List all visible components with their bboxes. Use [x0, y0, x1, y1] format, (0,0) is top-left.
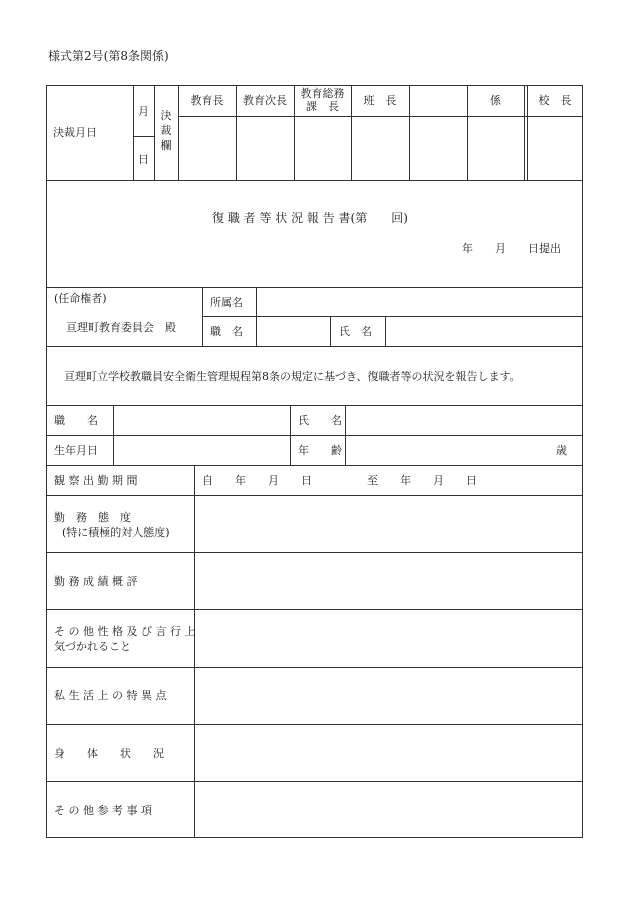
approver-team-lead: 班 長 [363, 94, 397, 107]
submission-date: 年 月 日提出 [462, 242, 561, 255]
affiliation-label: 所属名 [210, 296, 243, 309]
age-unit: 歳 [556, 444, 567, 457]
appointer-label: (任命権者) [54, 292, 107, 305]
approver-deputy: 教育次長 [243, 94, 287, 107]
age-label: 年 齢 [298, 444, 342, 457]
report-title: 復 職 者 等 状 況 報 告 書(第 回) [212, 211, 408, 225]
section-performance-label: 勤 務 成 績 概 評 [54, 575, 138, 588]
name-label: 氏 名 [298, 414, 342, 427]
approver-principal: 校 長 [538, 94, 572, 107]
observation-period-range: 自 年 月 日 至 年 月 日 [202, 474, 477, 487]
decision-column-label: 決 裁 欄 [160, 109, 172, 152]
statement: 亘理町立学校教職員安全衛生管理規程第8条の規定に基づき、復職者等の状況を報告します。 [64, 370, 521, 383]
observation-period-label: 観 察 出 勤 期 間 [54, 474, 138, 487]
approver-general-affairs: 教育総務 課 長 [300, 87, 345, 113]
section-physical-label: 身 体 状 況 [54, 747, 164, 760]
birthdate-label: 生年月日 [54, 444, 98, 457]
month-label: 月 [138, 105, 149, 118]
section-other-label: そ の 他 参 考 事 項 [54, 804, 152, 817]
job-title-label: 職 名 [54, 414, 98, 427]
section-attitude-sub: (特に積極的対人態度) [62, 526, 170, 539]
appointer-job-label: 職 名 [210, 325, 243, 338]
approver-superintendent: 教育長 [190, 94, 224, 107]
section-attitude-label: 勤 務 態 度 [54, 511, 131, 524]
form-frame [46, 85, 583, 838]
appointer-name: 亘理町教育委員会 殿 [66, 321, 176, 334]
approver-staff: 係 [490, 94, 501, 107]
section-character-label: そ の 他 性 格 及 び 言 行 上 [54, 625, 196, 638]
form-label: 様式第2号(第8条関係) [48, 49, 169, 63]
section-character-sub: 気づかれること [54, 640, 131, 653]
section-private-life-label: 私 生 活 上 の 特 異 点 [54, 689, 167, 702]
day-label: 日 [138, 153, 149, 166]
decision-date-label: 決裁月日 [53, 126, 97, 139]
appointer-person-label: 氏 名 [339, 325, 372, 338]
